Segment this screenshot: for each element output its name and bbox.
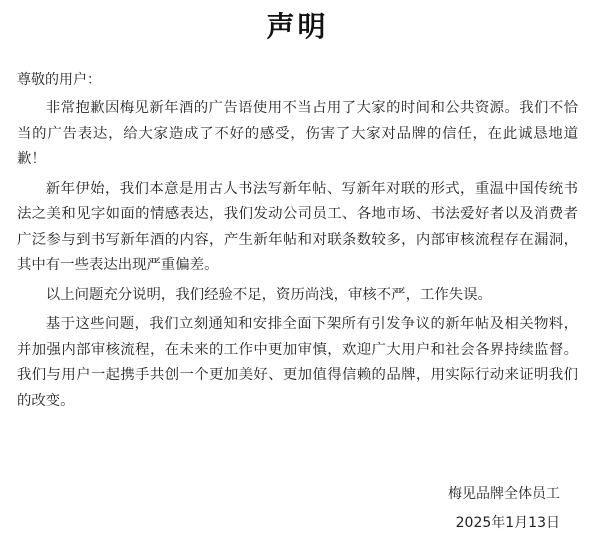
salutation: 尊敬的用户： xyxy=(17,72,101,88)
page-title: 声明 xyxy=(266,10,329,43)
signature-organization: 梅见品牌全体员工 xyxy=(448,486,560,502)
signature-block xyxy=(448,480,560,538)
signature-date: 2025年1月13日 xyxy=(455,515,560,531)
paragraph-apology: 非常抱歉因梅见新年酒的广告语使用不当占用了大家的时间和公共资源。我们不恰当的广告表达，给大家造成了不好的感受，伤害了大家对品牌的信任，在此诚恳地道歉！ xyxy=(17,100,578,167)
paragraph-conclusion: 以上问题充分说明，我们经验不足，资历尚浅，审核不严，工作失误。 xyxy=(45,286,492,303)
paragraph-background: 新年伊始，我们本意是用古人书法写新年帖、写新年对联的形式，重温中国传统书法之美和见字如面的情感表达，我们发动公司员工、各地市场、书法爱好者以及消费者广泛参与到书写新年酒的内容，产生新年帖和对联条数较多，内部审核流程存在漏洞，其中有一些表达出现严重偏差。 xyxy=(17,180,578,273)
paragraph-actions: 基于这些问题，我们立刻通知和安排全面下架所有引发争议的新年帖及相关物料，并加强内部审核流程，在未来的工作中更加审慎，欢迎广大用户和社会各界持续监督。我们与用户一起携手共创一个更加美好、更加值得信赖的品牌，用实际行动来证明我们的改变。 xyxy=(17,316,578,409)
